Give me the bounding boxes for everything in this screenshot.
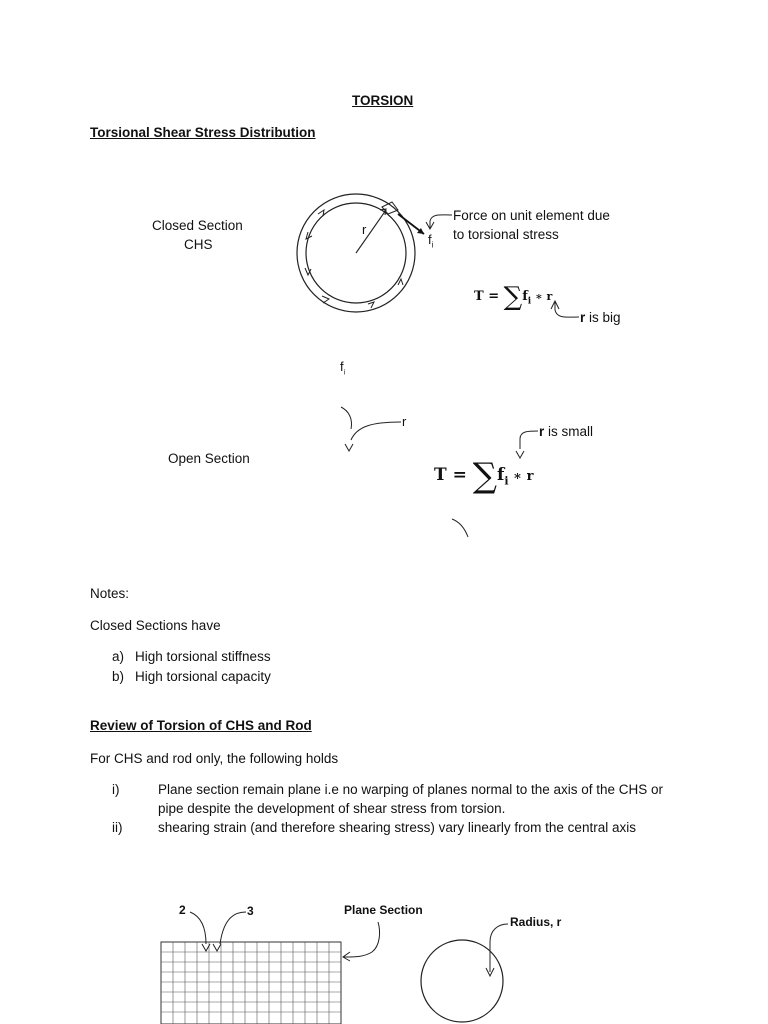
review-intro: For CHS and rod only, the following holds: [90, 751, 339, 766]
section-heading-review: Review of Torsion of CHS and Rod: [90, 718, 312, 733]
force-note-line2: to torsional stress: [453, 227, 559, 242]
arrow-head-icon: [345, 444, 353, 451]
review-item-line: Plane section remain plane i.e no warping of planes normal to the axis of the CHS or: [158, 782, 664, 797]
closed-formula: $T = \sum f_i$ ∗ r: [474, 282, 553, 312]
closed-section-label: Closed Section: [152, 218, 243, 233]
open-section-arc: [341, 407, 352, 429]
review-item-marker: i): [112, 782, 120, 797]
open-formula: $T = \sum f_i$ ∗ r: [434, 456, 534, 496]
open-section-arc-lower: [452, 519, 468, 537]
shear-arrow-icon: [318, 210, 324, 216]
r-is-big-note: r is big: [580, 310, 621, 325]
r-is-small-note: r is small: [539, 424, 594, 439]
rod-circle: [421, 940, 503, 1022]
radius-r-label: Radius, r: [510, 915, 562, 929]
plane-section-mesh: [161, 942, 341, 1024]
review-item-line: pipe despite the development of shear stress from torsion.: [158, 801, 506, 816]
shear-arrow-icon: [368, 302, 374, 308]
notes-intro: Closed Sections have: [90, 618, 221, 633]
open-radius-label: r: [402, 414, 407, 429]
force-label: $f_i$: [428, 232, 434, 250]
notes-item-text: High torsional stiffness: [135, 649, 271, 664]
open-section-label: Open Section: [168, 451, 250, 466]
open-force-label: $f_i$: [340, 359, 346, 377]
notes-heading: Notes:: [90, 586, 130, 601]
closed-section-sublabel: CHS: [184, 237, 213, 252]
mesh-label-3: 3: [247, 904, 254, 918]
notes-item-text: High torsional capacity: [135, 669, 271, 684]
radius-line: [356, 210, 386, 253]
page-title: TORSION: [352, 93, 414, 108]
section-heading-shear-stress: Torsional Shear Stress Distribution: [90, 125, 316, 140]
mesh-label-2: 2: [179, 903, 186, 917]
open-radius-callout: [351, 422, 401, 440]
notes-item-marker: b): [112, 669, 125, 684]
plane-section-label: Plane Section: [344, 903, 423, 917]
notes-item-marker: a): [112, 649, 125, 664]
force-note-line1: Force on unit element due: [453, 208, 610, 223]
review-item-line: shearing strain (and therefore shearing stress) vary linearly from the central axis: [158, 820, 636, 835]
callout-arrow-icon: [213, 944, 221, 951]
review-item-marker: ii): [112, 820, 123, 835]
radius-label: r: [362, 222, 367, 237]
